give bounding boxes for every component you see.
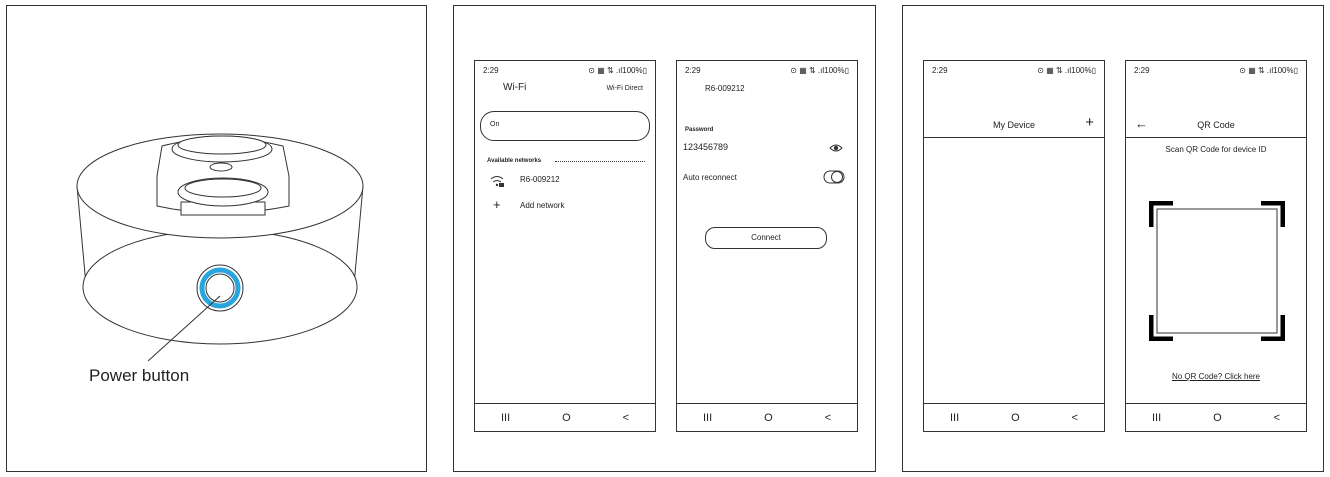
status-bar: [1134, 66, 1298, 75]
home-button[interactable]: O: [1213, 411, 1222, 424]
selected-network-name: R6-009212: [705, 84, 745, 93]
password-field[interactable]: 123456789: [683, 142, 729, 152]
network-name: R6-009212: [520, 175, 560, 184]
available-networks-header: Available networks: [487, 158, 542, 164]
my-device-phone-screen: [923, 60, 1105, 432]
back-button[interactable]: <: [1273, 411, 1281, 424]
wifi-toggle-bar[interactable]: [480, 111, 650, 141]
header-divider: [924, 137, 1104, 138]
home-button[interactable]: O: [1011, 411, 1020, 424]
recent-apps-button[interactable]: III: [702, 411, 713, 424]
back-button[interactable]: <: [824, 411, 832, 424]
scan-instruction: Scan QR Code for device ID: [1165, 145, 1267, 154]
status-time: 2:29: [1134, 66, 1150, 75]
header-divider: [1126, 137, 1306, 138]
robot-base-illustration: [7, 6, 428, 473]
power-button-label: Power button: [89, 366, 190, 385]
home-button[interactable]: O: [562, 411, 571, 424]
no-qr-code-link[interactable]: No QR Code? Click here: [1171, 372, 1261, 381]
nav-bar: [1126, 403, 1306, 431]
recent-apps-button[interactable]: III: [500, 411, 511, 424]
back-button[interactable]: <: [1071, 411, 1079, 424]
back-button[interactable]: <: [622, 411, 630, 424]
wifi-direct-link[interactable]: Wi-Fi Direct: [606, 85, 643, 92]
qr-code-phone-screen: [1125, 60, 1307, 432]
connect-button[interactable]: [705, 227, 827, 249]
password-phone-screen: [676, 60, 858, 432]
recent-apps-button[interactable]: III: [949, 411, 960, 424]
wifi-title: Wi-Fi: [503, 82, 527, 93]
status-icons: ⊙ ▦ ⇅ .ıl100%▯: [790, 66, 849, 75]
app-setup-panel: [902, 5, 1324, 472]
nav-bar: [475, 403, 655, 431]
add-device-icon[interactable]: +: [1085, 114, 1094, 131]
my-device-title: My Device: [992, 120, 1035, 130]
header-divider: [555, 161, 645, 162]
wifi-toggle-label: On: [490, 121, 500, 128]
auto-reconnect-toggle[interactable]: [823, 170, 845, 184]
add-network-row[interactable]: [487, 198, 647, 214]
status-bar: [932, 66, 1096, 75]
back-arrow-icon[interactable]: ←: [1135, 116, 1148, 131]
status-bar: [483, 66, 647, 75]
device-illustration-panel: [6, 5, 427, 472]
status-bar: [685, 66, 849, 75]
nav-bar: [677, 403, 857, 431]
eye-icon[interactable]: [829, 143, 843, 153]
status-icons: ⊙ ▦ ⇅ .ıl100%▯: [588, 66, 647, 75]
status-time: 2:29: [483, 66, 499, 75]
home-button[interactable]: O: [764, 411, 773, 424]
plus-icon: +: [493, 197, 501, 212]
add-network-label: Add network: [520, 201, 565, 210]
wifi-lock-icon: [489, 174, 505, 188]
status-time: 2:29: [932, 66, 948, 75]
wifi-setup-panel: [453, 5, 876, 472]
qr-scan-frame: [1149, 201, 1285, 341]
password-label: Password: [685, 127, 714, 133]
auto-reconnect-label: Auto reconnect: [683, 173, 737, 182]
nav-bar: [924, 403, 1104, 431]
recent-apps-button[interactable]: III: [1151, 411, 1162, 424]
status-time: 2:29: [685, 66, 701, 75]
status-icons: ⊙ ▦ ⇅ .ıl100%▯: [1037, 66, 1096, 75]
connect-button-label: Connect: [751, 233, 781, 242]
wifi-phone-screen: [474, 60, 656, 432]
network-row[interactable]: [487, 173, 647, 189]
status-icons: ⊙ ▦ ⇅ .ıl100%▯: [1239, 66, 1298, 75]
qr-code-title: QR Code: [1197, 120, 1235, 130]
